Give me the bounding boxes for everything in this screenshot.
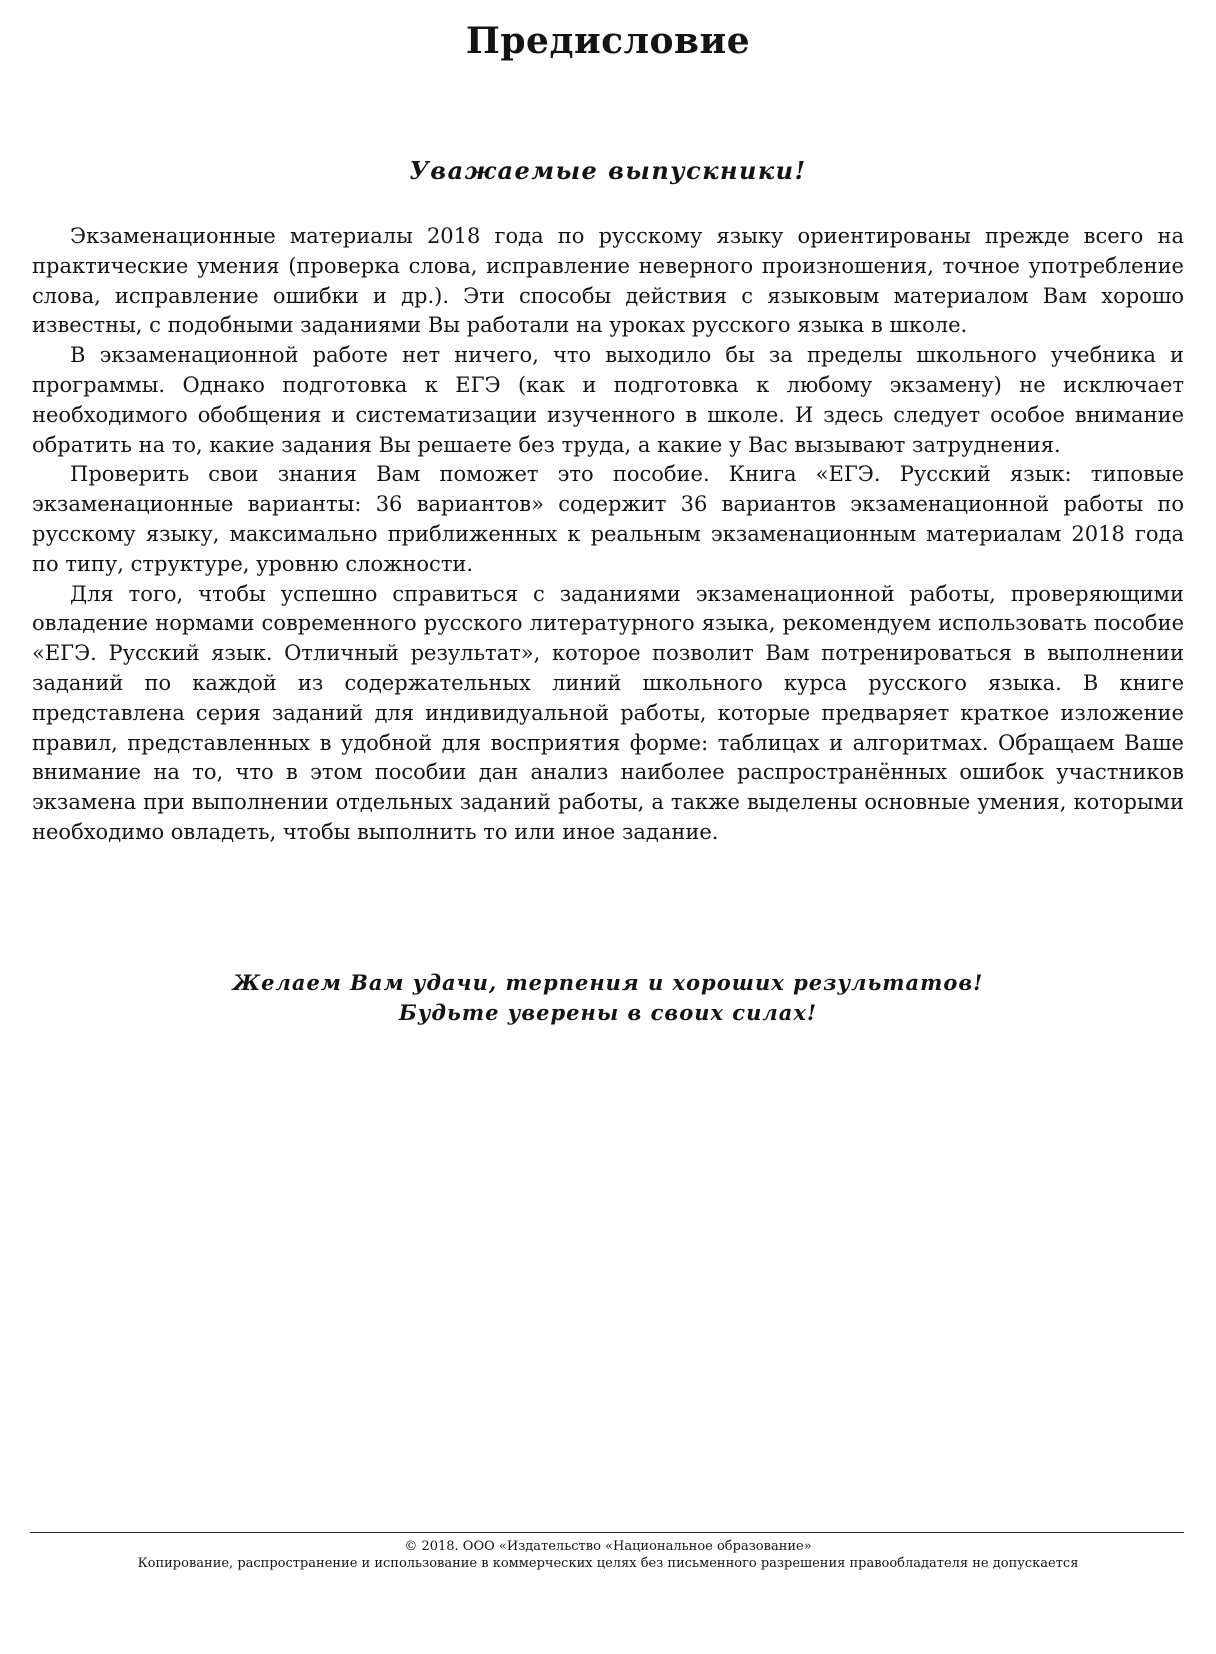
paragraph: Проверить свои знания Вам поможет это пособие. Книга «ЕГЭ. Русский язык: типовые экзаменационные варианты: 36 вариантов» содержит 36 вариантов экзаменационной работы по русскому языку, максимально приближенных к реальным экзаменационным материалам 2018 года по типу, структуре, уровню сложности. xyxy=(32,462,1184,576)
footer-copyright: © 2018. ООО «Издательство «Национальное образование» xyxy=(404,1539,812,1554)
paragraph: Для того, чтобы успешно справиться с заданиями экзаменационной работы, проверяющими овладение нормами современного русского литературного языка, рекомендуем использовать пособие «ЕГЭ. Русский язык. Отличный результат», которое позволит Вам потренироваться в выполнении заданий по каждой из содержательных линий школьного курса русского языка. В книге представлена серия заданий для индивидуальной работы, которые предваряет краткое изложение правил, представленных в удобной для восприятия форме: таблицах и алгоритмах. Обращаем Ваше внимание на то, что в этом пособии дан анализ наиболее распространённых ошибок участников экзамена при выполнении отдельных заданий работы, а также выделены основные умения, которыми необходимо овладеть, чтобы выполнить то или иное задание. xyxy=(32,581,1184,844)
closing-line-wishes: Желаем Вам удачи, терпения и хороших результатов! xyxy=(232,970,984,995)
footer xyxy=(0,1538,1216,1572)
preface-body xyxy=(32,222,1184,848)
closing-line-confidence: Будьте уверены в своих силах! xyxy=(398,1000,818,1025)
paragraph: В экзаменационной работе нет ничего, что выходило бы за пределы школьного учебника и программы. Однако подготовка к ЕГЭ (как и подготовка к любому экзамену) не исключает необходимого обобщения и систематизации изученного в школе. И здесь следует особое внимание обратить на то, какие задания Вы решаете без труда, а какие у Вас вызывают затруднения. xyxy=(32,343,1184,457)
footer-divider xyxy=(30,1532,1184,1533)
footer-notice: Копирование, распространение и использование в коммерческих целях без письменного разрешения правообладателя не допускается xyxy=(137,1556,1079,1571)
salutation-heading: Уважаемые выпускники! xyxy=(409,156,807,185)
paragraph: Экзаменационные материалы 2018 года по русскому языку ориентированы прежде всего на практические умения (проверка слова, исправление неверного произношения, точное употребление слова, исправление ошибки и др.). Эти способы действия с языковым материалом Вам хорошо известны, с подобными заданиями Вы работали на уроках русского языка в школе. xyxy=(32,224,1184,338)
page-title: Предисловие xyxy=(465,20,751,62)
closing-wishes xyxy=(0,968,1216,1028)
